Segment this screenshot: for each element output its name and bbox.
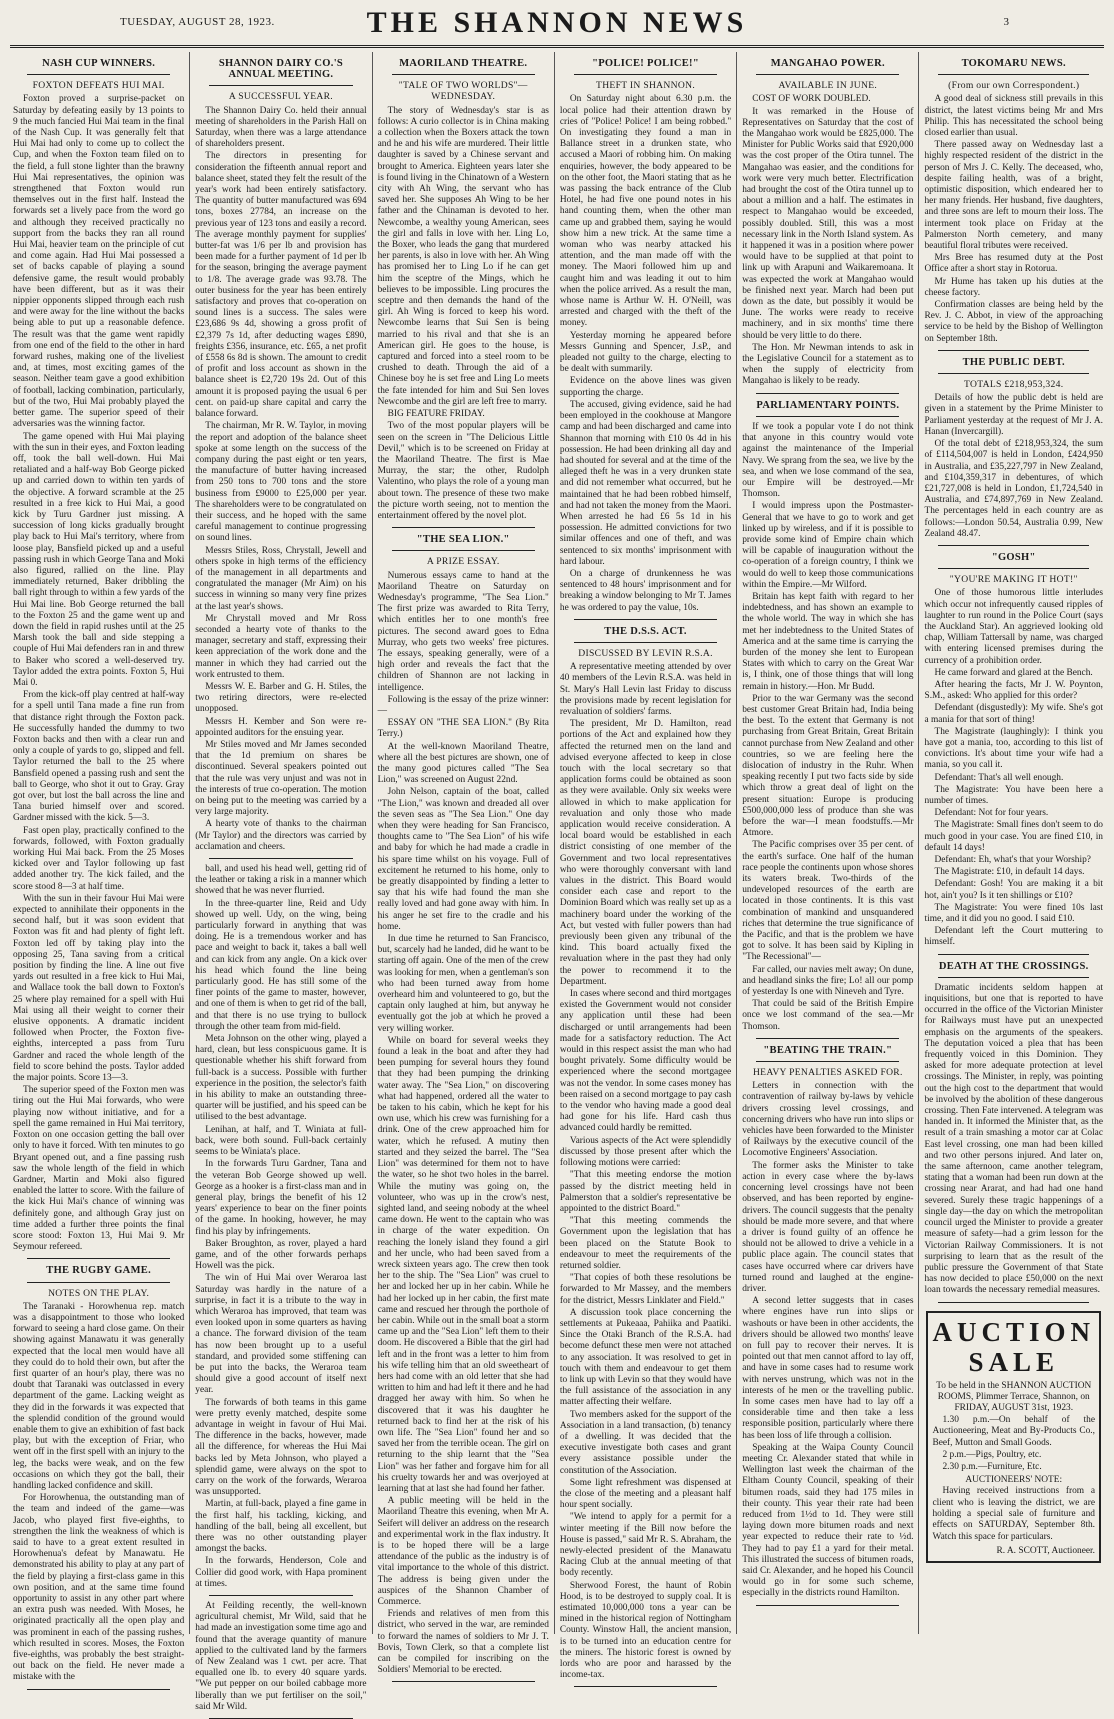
auction-body <box>932 1381 1095 1544</box>
article-heading: THE D.S.S. ACT. <box>604 625 687 637</box>
article-heading: PARLIAMENTARY POINTS. <box>756 399 900 411</box>
article-paragraph: Foxton proved a surprise-packet on Saturday by defeating easily by 13 points to 9 the much fancied Hui Mai team in the final of the Nash Cup. It was generally felt that Hui Mai had only to come up to collect the Cup, and when the Foxton team filed on to the field, a full stone lighter than the brawny Hui Mai representatives, the opinion was strengthened that Foxton would run themselves out in the first half. Instead the forwards set a lively pace from the word go and although they received practically no support from the backs they ran all round Hui Mai, heavier team on the principle of cut and come again. Had Hui Mai possessed a set of backs capable of playing a sound defensive game, the result would probably have been different, but as it was their nippier opponents slipped through each rush and were away for the line without the backs being able to put up a reasonable defence. The result was that the game went rapidly from one end of the field to the other in hard forward rushes, making one of the liveliest and, at times, most exciting games of the season. Neither team gave a good exhibition of football, lacking combination, particularly, but of the two, Hui Mai probably played the better game. The superior speed of their adversaries was the winning factor. <box>13 94 185 430</box>
article-paragraph: Confirmation classes are being held by the Rev. J. C. Abbot, in view of the approaching service to be held by the Bishop of Wellington on September 18th. <box>924 300 1103 344</box>
article-paragraph: Baker Broughton, as rover, played a hard game, and of the other forwards perhaps Howell was the pick. <box>195 1238 367 1272</box>
article-heading: SHANNON DAIRY CO.'S ANNUAL MEETING. <box>218 58 344 81</box>
heading-rule <box>574 642 717 643</box>
article-paragraph: Speaking at the Waipa County Council meeting Cr. Alexander stated that while in Wellington last week the chairman of the Eltham County Council, speaking of their bitumen roads, said they had 175 miles in their county. This year their rate had been reduced from 1½d to 1d. They were still laying down more bitumen roads and next year expected to reduce their rate to ½d. They had to pay £1 a yard for their metal. This illustrated the success of bitumen roads, said Cr. Alexander, and he hoped his Council would go in for some such scheme, especially in the districts round Hamilton. <box>742 1442 914 1599</box>
article-paragraph: The president, Mr D. Hamilton, read portions of the Act and explained how they affected the returned men on the land and advised everyone affected to keep in close touch with the local secretary so that application forms could be obtained as soon as they were available. Only six weeks were allowed in which to make application for revaluation and only those who made application would receive consideration. A local board would be established in each district consisting of one member of the Government and two local representatives who were thoroughly conversant with land values in the district. This Board would consider each case and report to the Dominion Board which was really set up as a machinery board under the working of the Act, but vested with fuller powers than had previously been given any tribunal of the kind. This board actually fixed the revaluation where in the past they had only the power to recommend it to the Department. <box>559 719 732 987</box>
article-paragraph: The accused, giving evidence, said he had been employed in the cookhouse at Mangore camp and had been discharged and came into Shannon that morning with £10 0s 4d in his possession. He had been drinking all day and had shouted for several and at the time of the alleged theft he was in a very drunken state and did not remember what occurred, but he maintained that he had been robbed himself, and had not taken the money from the Maori. When arrested he had £6 5s 1d in his possession. He admitted convictions for two similar offences and one of theft, and was sentenced to six months' imprisonment with hard labour. <box>559 399 732 567</box>
article-paragraph: The superior speed of the Foxton men was tiring out the Hui Mai forwards, who were playing now without initiative, and for a spell the game remained in Hui Mai territory, Foxton on one occasion getting the ball over only to have it forced. With ten minutes to go Bryant opened out, and a fine passing rush saw the whole length of the field in which Gardner, Martin and Moki also figured enabled the latter to score. With the failure of the kick Hui Mai's chance of winning was definitely gone, and although Gray just on time added a further three points the final score stood: Foxton 13, Hui Mai 9. Mr Seymour refereed. <box>13 1085 185 1253</box>
article-paragraph: Sherwood Forest, the haunt of Robin Hood, is to be destroyed to supply coal. It is estimated 10,000,000 tons a year can be mined in the historical region of Nottingham County. Winstow Hall, the ancient mansion, is to be turned into an education centre for the miners. The historic forest is owned by lords who are poor and harassed by the income-tax. <box>559 1580 732 1681</box>
article-subheading: "YOU'RE MAKING IT HOT!" <box>949 574 1078 586</box>
heading-rule <box>27 74 170 75</box>
article-paragraph: While on board for several weeks they found a leak in the boat and after they had been pumping for several hours they found that they had been pumping the drinking water away. The "Sea Lion," on discovering what had happened, ordered all the water to be taken to his cabin, which he kept for his own use, which his crew was furnishing for a drink. One of the crew approached him for water, which he refused. A mutiny then started and they seized the barrel. The "Sea Lion" was determined for them not to have the water, so he shot two holes in the barrel. While the mutiny was going on, the volunteer, who was up in the crow's nest, sighted land, and seeing nobody at the wheel came down. He went to the captain who was in charge of the water expedition. On reaching the lonely island they found a girl and her uncle, who had been saved from a wreck sixteen years ago. The crew then took her to the ship. The "Sea Lion" was cruel to her and locked her up in her cabin. While he had her locked up in her cabin, the first mate came and rescued her through the porthole of her cabin. While out in the small boat a storm came up and the "Sea Lion" left them to their doom. He discovered a Bible that the girl had left and in the front was a letter to him from his wife telling him that an old sweetheart of hers had come with an old letter that she had written to him and had left it there and he had dragged her away with him. So when he discovered that it was his daughter he returned back to find her at the risk of his own life. The "Sea Lion" found her and so saved her from the terrible ocean. The girl on returning to the ship learnt that the "Sea Lion" was her father and forgave him for all his cruelty towards her and was overjoyed at learning that at last she had found her father. <box>377 1035 549 1494</box>
article-paragraph: In due time he returned to San Francisco, but, scarcely had he landed, did he want to be starting off again. One of the men of the crew was looking for men, when a gentleman's son who had been turned away from home overheard him and volunteered to go, but the captain only laughed at him, but anyway he eventually got the job at which he proved a very willing worker. <box>377 934 549 1034</box>
article-heading: THE PUBLIC DEBT. <box>962 356 1065 368</box>
heading-rule <box>209 85 352 86</box>
article-paragraph: Mr Chrystall moved and Mr Ross seconded a hearty vote of thanks to the manager, secretary and staff, expressing their keen appreciation of the work done and the manner in which they had carried out the work entrusted to them. <box>195 613 367 680</box>
article-paragraph: Letters in connection with the contravention of railway by-laws by vehicle drivers crossing level crossings, and concerning drivers who have run into slips or vehicles have been forwarded to the Minister of Railways by the executive council of the Locomotive Engineers' Association. <box>742 1081 914 1159</box>
column-4 <box>555 52 737 1681</box>
article-paragraph: ball, and used his head well, getting rid of the leather or taking a risk in a manner which showed that he was never flurried. <box>195 864 367 897</box>
article-paragraph: After hearing the facts, Mr J. W. Poynton, S.M., asked: Who applied for this order? <box>924 679 1103 702</box>
article-paragraph: Defendant: Not for four years. <box>934 808 1049 819</box>
article-paragraph: On a charge of drunkenness he was sentenced to 48 hours' imprisonment and for breaking a window belonging to Mr T. James he was ordered to pay the value, 10s. <box>559 568 732 613</box>
article-divider <box>209 1595 352 1596</box>
article-paragraph: "That copies of both these resolutions be forwarded to Mr Massey, and the members for the district, Messrs Linklater and Field." <box>559 1273 732 1306</box>
article-paragraph: Mr Hume has taken up his duties at the cheese factory. <box>924 276 1103 298</box>
article-paragraph: A second letter suggests that in cases where engines have run into slips or washouts or have been in other accidents, the drivers should be allowed two months' leave on full pay to recover their nerves. It is pointed out that men cannot afford to lay off, and have in some cases had to resume work with nerves unstrung, which was not in the interests of he men or the travelling public. In some cases men have had to lay off a considerable time and then take a less responsible position, particularly where there has been loss of life through a collision. <box>742 1296 914 1441</box>
article-paragraph: Two of the most popular players will be seen on the screen in "The Delicious Little Devil," which is to be screened on Friday at the Maoriland Theatre. The first is Mae Murray, the star; the other, Rudolph Valentino, who plays the role of a young man about town. The presence of these two make the picture worth seeing, not to mention the entertainment offered by the novel plot. <box>377 421 549 521</box>
article-paragraph: Defendant: Eh, what's that your Worship? <box>934 855 1091 865</box>
article-subheading: TOTALS £218,953,324. <box>964 379 1064 391</box>
article-divider <box>574 619 717 620</box>
article-paragraph: A good deal of sickness still prevails in this district, the latest victims being Mr and Mrs Philip. This has necessitated the school being closed earlier than usual. <box>924 94 1103 139</box>
article-paragraph: The chairman, Mr R. W. Taylor, in moving the report and adoption of the balance sheet spoke at some length on the success of the company during the past eight or ten years, the manufacture of butter having increased from 250 tons to 700 tons and the store business from £9000 to £25,000 per year. The shareholders were to be congratulated on their success, and he hoped with the same careful management to continue progressing on sound lines. <box>195 421 367 544</box>
article-subheading: HEAVY PENALTIES ASKED FOR. <box>752 1067 903 1079</box>
article-heading: THE RUGBY GAME. <box>46 1265 152 1277</box>
article-paragraph: Friends and relatives of men from this district, who served in the war, are reminded to forward the names of soldiers to Mr J. T. Bovis, Town Clerk, so that a complete list can be compiled for inscribing on the Soldiers' Memorial to be erected. <box>377 1609 549 1676</box>
article-paragraph: At the well-known Maoriland Theatre, where all the best pictures are shown, one of the many good pictures called "The Sea Lion," was screened on August 22nd. <box>377 741 549 786</box>
article-subheading: THEFT IN SHANNON. <box>596 80 696 92</box>
article-paragraph: COST OF WORK DOUBLED. <box>752 94 871 105</box>
newspaper-title: THE SHANNON NEWS <box>366 6 748 39</box>
article-paragraph: Details of how the public debt is held are given in a statement by the Prime Minister to Parliament yesterday at the request of Mr J. A. Hanan (Invercargill). <box>924 393 1103 437</box>
article-paragraph: On Saturday night about 6.30 p.m. the local police had their attention drawn by cries of "Police! Police! I am being robbed." On investigating they found a man in Ballance street in a drunken state, who accused a Maori of robbing him. On making enquiries, however, the body appeared to be on the other foot, the Maori stating that as he was passing the back entrance of the Club Hotel, he had five one pound notes in his hand counting them, when the other man came up and grabbed them, saying he would show him a new trick. At the same time a woman who was nearby attacked his attention, and the man made off with the money. The Maori followed him up and caught him and was leading it out to him when the police arrived. As a result the man, whose name is Arthur W. H. O'Neill, was arrested and charged with the theft of the money. <box>559 94 732 329</box>
article-paragraph: Mrs Bree has resumed duty at the Post Office after a short stay in Rotorua. <box>924 253 1103 275</box>
masthead <box>10 4 1104 48</box>
article-paragraph: BIG FEATURE FRIDAY. <box>387 409 485 420</box>
article-heading: "BEATING THE TRAIN." <box>763 1044 893 1056</box>
article-heading: MAORILAND THEATRE. <box>399 58 528 69</box>
article-paragraph: Defendant (disgustedly): My wife. She's got a mania for that sort of thing! <box>924 703 1103 725</box>
article-divider <box>756 1038 899 1039</box>
article-paragraph: The Magistrate: You have been here a number of times. <box>924 784 1103 806</box>
article-subheading: "TALE OF TWO WORLDS"— WEDNESDAY. <box>398 80 528 103</box>
article-subheading: DISCUSSED BY LEVIN R.S.A. <box>578 647 713 659</box>
article-divider <box>392 527 535 528</box>
article-heading: TOKOMARU NEWS. <box>961 58 1066 69</box>
auction-item: 1.30 p.m.—On behalf of the Auctioneering, Meat and By-Products Co., Beef, Mutton and Small Goods. <box>932 1414 1095 1448</box>
article-paragraph: From the kick-off play centred at half-way for a spell until Tana made a fine run from that distance right through the Foxton pack. He successfully handed the dummy to two Foxton backs and then with a clear run and only a couple of yards to go, slipped and fell. Taylor returned the ball to the 25 where Bansfield opened a passing rush and sent the ball to George, who shot it out to Gray. Gray got over, but lost the ball across the line and Tana buried himself over and scored. Gardner missed with the kick. 5—3. <box>13 690 185 824</box>
article-paragraph: There passed away on Wednesday last a highly respected resident of the district in the person of Mrs J. C. Kelly. The deceased, who, despite failing health, was of a bright, optimistic disposition, which endeared her to her many friends. Her husband, five daughters, and three sons are left to mourn their loss. The interment took place on Friday at the Palmerston North cemetery, and many beautiful floral tributes were received. <box>924 140 1103 252</box>
issue-date: TUESDAY, AUGUST 28, 1923. <box>120 16 275 28</box>
article-subheading: FOXTON DEFEATS HUI MAI. <box>32 80 165 92</box>
auction-advertisement <box>926 1311 1101 1564</box>
article-paragraph: At Feilding recently, the well-known agricultural chemist, Mr Wild, said that he had made an investigation some time ago and found that the average quantity of manure applied to the cultivated land by the farmers of New Zealand was 1 cwt. per acre. That equalled one lb. to every 40 square yards. "We put pepper on our boiled cabbage more liberally than we put fertiliser on the soil," said Mr Wild. <box>195 1601 367 1712</box>
heading-rule <box>938 568 1089 569</box>
article-paragraph: For Horowhenua, the outstanding man of the team and indeed of the game—was Jacob, who played first five-eighths, to strengthen the link the weakness of which is said to have to a great extent resulted in Horowhenua's defeat by Manawatu. He demonstrated his ability to play at any part of the field by playing a first-class game in this own position, and at the same time found opportunity to assist in any other part where an extra push was needed. With Moses, he originated practically all the open play and was prominent in each of the passing rushes, which resulted in scores. Moses, the Foxton five-eighths, was probably the best straight-out back on the field. He never made a mistake with the <box>13 1493 185 1683</box>
article-paragraph: The former asks the Minister to take action in every case where the by-laws concerning level crossings have not been observed, and has been reported by engine-drivers. The council suggests that the penalty should be made more severe, and that where a driver is found guilty of an offence he should not be allowed to drive a vehicle in a public place again. The council states that cases have occurred where car drivers have turned round and laughed at the engine-driver. <box>742 1160 914 1294</box>
article-paragraph: Various aspects of the Act were splendidly discussed by those present after which the following motions were carried: <box>559 1135 732 1169</box>
article-paragraph: The story of Wednesday's star is as follows: A curio collector is in China making a collection when the Boxers attack the town and he and his wife are murdered. Their little daughter is saved by a Chinese servant and brought to America. Eighteen years later she is found living in the Chinatown of a Western city with Ah Wing, the servant who has saved her. She supposes Ah Wing to be her father and the Chinaman is devoted to her. Newcombe, a wealthy young American, sees the girl and falls in love with her. Ling Lo, the Boxer, who leads the gang that murdered her parents, is also in love with her. Ah Wing has promised her to Ling Lo if he can get him the sceptre of the Mings, which he believes to be impossible. Ling procures the sceptre and then demands the hand of the girl. Ah Wing is forced to keep his word. Newcombe learns that Sui Sen is being married to his rival and that she is an American girl. He goes to the house, is captured and forced into a steel room to be crushed to death. Through the aid of a Chinese boy he is set free and Ling Lo meets the fate intended for him and Sui Sen loves Newcombe and the girl are left free to marry. <box>377 105 549 407</box>
article-heading: MANGAHAO POWER. <box>770 58 885 69</box>
article-divider <box>938 954 1089 955</box>
article-paragraph: Britain has kept faith with regard to her indebtedness, and has shown an example to the whole world. The way in which she has met her indebtedness to the United States of America and at the same time is carrying the burden of the money she lent to European States with which to carry on the Great War is, I think, one of those things that will long remain in history.—Hon. Mr Budd. <box>742 591 914 692</box>
article-paragraph: A discussion took place concerning the settlements at Pukeaaa, Pahiika and Paatiki. Since the Otaki Branch of the R.S.A. had become defunct these men were not attached to any association. It was resolved to get in touch with them and endeavour to get them to link up with Levin so that they would have the full assistance of the association in any matter affecting their welfare. <box>559 1307 732 1408</box>
article-paragraph: The Magistrate (laughingly): I think you have got a mania, too, according to this list of convictions. It's about time your wife had a mania, so you call it. <box>924 726 1103 771</box>
article-paragraph: Some light refreshment was dispensed at the close of the meeting and a pleasant half hour spent socially. <box>559 1477 732 1511</box>
article-paragraph: The Shannon Dairy Co. held their annual meeting of shareholders in the Parish Hall on Saturday, when there was a large attendance of shareholders present. <box>195 105 367 150</box>
article-subheading: A SUCCESSFUL YEAR. <box>228 91 333 103</box>
article-paragraph: The Magistrate: £10, in default 14 days. <box>934 867 1085 878</box>
auction-item: 2 p.m.—Pigs, Poultry, etc. <box>942 1449 1042 1460</box>
article-paragraph: The forwards of both teams in this game were pretty evenly matched, despite some advantage in weight in favour of Hui Mai. The difference in the backs, however, made all the difference, for whereas the Hui Mai backs led by Meta Johnson, who played a splendid game, were always on the spot to carry on the work of the forwards, Weraroa was unsupported. <box>195 1397 367 1498</box>
column-5 <box>737 52 919 1634</box>
article-paragraph: ESSAY ON "THE SEA LION." (By Rita Terry.) <box>377 718 549 740</box>
heading-rule <box>938 74 1089 75</box>
article-paragraph: I would impress upon the Postmaster-General that we have to go to work and get linked up by wireless, and if it is possible to provide some kind of Empire chain which will be capable of inauguration without the co-operation of a foreign country, I think we would do well to keep those communications within the Empire.—Mr Wilford. <box>742 501 914 590</box>
article-paragraph: The win of Hui Mai over Weraroa last Saturday was hardly in the nature of a surprise, in fact it is a tribute to the way in which Weraroa has improved, that team was even looked upon in some quarters as having a chance. The forward division of the team has now been brought up to a useful standard, and provided some stiffening can be put into the backs, the Weraroa team should give a good account of itself next year. <box>195 1273 367 1396</box>
article-paragraph: "That this meeting endorse the motion passed by the district meeting held in Palmerston that a soldier's representative be appointed to the district Board." <box>559 1170 732 1214</box>
heading-rule <box>756 1061 899 1062</box>
article-divider <box>27 1258 170 1259</box>
article-paragraph: Prior to the war Germany was the second best customer Great Britain had, India being the best. To the extent that Germany is not purchasing from Great Britain, Great Britain cannot purchase from New Zealand and other countries, so we are feeling here the dislocation of industry in the Ruhr. When speaking recently I put two facts side by side which throw a great deal of light on the present situation: Europe is producing £500,000,000 less of produce than she was before the war—I mean foodstuffs.—Mr Atmore. <box>742 693 914 839</box>
article-paragraph: The directors in presenting for consideration the fifteenth annual report and balance sheet, stated they felt the result of the year's work had been entirely satisfactory. The quantity of butter manufactured was 694 tons, boxes 27784, an increase on the previous year of 123 tons and easily a record. The average monthly payment for supplies' butter-fat was 1/6 per lb and provision has been made for a further payment of 1d per lb for the season, bringing the average payment to 1/8. The average grade was 93.78. The outer business for the year has been entirely satisfactory and proves that co-operation on sound lines is a success. The sales were £23,686 9s 4d, showing a gross profit of £2,379 7s 1d, after deducting wages £890, freights £356, insurance, etc. £65, a net profit of £558 6s 8d is shown. The amount to credit of profit and loss account as shown in the balance sheet is £2,720 19s 2d. Out of this amount it is proposed paying the usual 6 per cent. on paid-up share capital and carry the balance forward. <box>195 151 367 420</box>
article-paragraph: Messrs Stiles, Ross, Chrystall, Jewell and others spoke in high terms of the efficiency of the management in all departments and congratulated the manager (Mr Aim) on his success in winning so many very fine prizes at the last year's shows. <box>195 545 367 612</box>
article-subheading: (From our own Correspondent.) <box>948 80 1080 92</box>
article-divider <box>756 393 899 394</box>
article-heading: "THE SEA LION." <box>416 534 510 546</box>
article-paragraph: In the forwards, Henderson, Cole and Collier did good work, with Hapa prominent at times. <box>195 1556 367 1589</box>
column-3 <box>373 52 555 1676</box>
article-paragraph: Far called, our navies melt away; On dune, and headland sinks the fire; Lo! all our pomp of yesterday Is one with Nineveh and Tyre. <box>742 964 914 998</box>
article-paragraph: Evidence on the above lines was given supporting the charge. <box>559 376 732 398</box>
article-paragraph: "We intend to apply for a permit for a winter meeting if the Bill now before the House is passed," said Mr R. S. Abraham, the newly-elected president of the Manawatu Racing Club at the annual meeting of that body recently. <box>559 1512 732 1579</box>
article-heading: "POLICE! POLICE!" <box>592 58 699 69</box>
article-paragraph: That could be said of the British Empire once we lost command of the sea.—Mr Thomson. <box>742 999 914 1032</box>
article-paragraph: Dramatic incidents seldom happen at inquisitions, but one that is reported to have occurred in the office of the Victorian Minister for Railways must have put an unexpected emphasis on the arguments of the speakers. The deputation voiced a plea that has been frequently voiced in this Dominion. They asked for more adequate protection at level crossings. The Minister, in reply, was pointing out the high cost to the department that would be involved by the abolition of these dangerous crossing. Then Fate intervened. A telegram was handed in. It informed the Minister that, as the result of a train smashing a motor car at Colac East level crossing, one man had been killed and two other persons injured. And later on, the same afternoon, came another telegram, stating that a woman had been run down at the crossing near Ararat, and had had one hand severed. Surely these tragic happenings of a single day—the day on which the metropolitan council urged the Minister to provide a greater measure of safety—had a grim lesson for the Victorian Railway Commissioners. It is not surprising to learn that as the result of the public pressure the Government of that State has now decided to place £50,000 on the next loan towards the necessary remedial measures. <box>924 982 1103 1296</box>
article-paragraph: "That this meeting commends the Government upon the legislation that has been placed on the Statute Book to endeavour to meet the requirements of the returned soldier. <box>559 1216 732 1271</box>
auction-notes-heading: AUCTIONEERS' NOTE: <box>965 1474 1063 1485</box>
heading-rule <box>27 1282 170 1283</box>
article-paragraph: Messrs H. Kember and Son were re-appointed auditors for the ensuing year. <box>195 716 367 738</box>
auction-item: 2.30 p.m.—Furniture, Etc. <box>942 1462 1042 1473</box>
article-paragraph: Messrs W. E. Barber and G. H. Stiles, the two retiring directors, were re-elected unopposed. <box>195 681 367 715</box>
article-paragraph: Defendant left the Court muttering to himself. <box>924 926 1103 948</box>
article-paragraph: The Hon. Mr Newman intends to ask in the Legislative Council for a statement as to when the supply of electricity from Mangahao is likely to be ready. <box>742 342 914 387</box>
article-paragraph: Yesterday morning he appeared before Messrs Gunning and Spencer, J.sP., and pleaded not guilty to the charge, electing to be dealt with summarily. <box>559 330 732 375</box>
article-divider <box>938 350 1089 351</box>
article-paragraph: John Nelson, captain of the boat, called "The Lion," was known and dreaded all over the seven seas as "The Sea Lion." One day when they were heading for San Francisco, thoughts came to "The Sea Lion" of his wife and baby for which he had made a cradle in his spare time whilst on his voyage. Full of excitement he returned to his home, only to be greatly disappointed by finding a letter to say that his wife had found the man she really loved and had gone away with him. In his anger he set fire to the cradle and his home. <box>377 787 549 932</box>
auctioneer-signature: R. A. SCOTT, Auctioneer. <box>996 1546 1095 1557</box>
article-paragraph: The Magistrate: Small fines don't seem to do much good in your case. You are fined £10, in default 14 days! <box>924 820 1103 853</box>
auction-notes: Having received instructions from a client who is leaving the district, we are holding a special sale of furniture and effects on SATURDAY, September 8th. Watch this space for particulars. <box>932 1486 1095 1542</box>
article-heading: NASH CUP WINNERS. <box>42 58 156 69</box>
article-heading: DEATH AT THE CROSSINGS. <box>938 960 1089 972</box>
article-subheading: NOTES ON THE PLAY. <box>48 1287 150 1299</box>
article-paragraph: Lenihan, at half, and T. Winiata at full-back, were both sound. Full-back certainly seems to be Winiata's place. <box>195 1124 367 1158</box>
heading-rule <box>392 74 535 75</box>
article-paragraph: One of those humorous little interludes which occur not infrequently caused ripples of laughter to run round in the Police Court (says the Auckland Star). An aggrieved looking old chap, William Tattersall by name, was charged with entering licensed premises during the currency of a prohibition order. <box>924 588 1103 666</box>
article-divider <box>209 858 352 859</box>
article-divider <box>27 1689 170 1690</box>
article-subheading: AVAILABLE IN JUNE. <box>778 80 878 92</box>
article-paragraph: Numerous essays came to hand at the Maoriland Theatre on Saturday on Wednesday's programme, "The Sea Lion." The first prize was awarded to Rita Terry, which entitles her to one month's free pictures. The second award goes to Edna Murray, who gets two weeks' free pictures. The essays, speaking generally, were of a high order and reveals the fact that the children of Shannon are not lacking in intelligence. <box>377 570 549 693</box>
article-paragraph: Two members asked for the support of the Association in a land transaction, (b) tenancy of a dwelling. It was decided that the executive investigate both cases and grant every assistance possible under the constitution of the Association. <box>559 1409 732 1476</box>
article-paragraph: In cases where second and third mortgages existed the Government would not consider any application until these had been discharged or until arrangements had been made for a satisfactory reduction. The Act would in this respect assist the man who had bought privately. Some difficulty would be experienced where the second mortgagee was not the vendor. In some cases money has been raised on a second mortgage to pay cash to the vendor who having made a good deal had gone for his life. Hard cash thus advanced could hardly be remitted. <box>559 989 732 1134</box>
article-paragraph: With the sun in their favour Hui Mai were expected to annihilate their opponents in the second half, but it was soon evident that Foxton was fit and had plenty of fight left. Foxton led off by taking play into the opposing 25, Tana saving from a critical position by finding the line. A line out five yards out resulted in a free kick to Hui Mai, and Wallace took the ball down to Foxton's 25 where play remained for a spell with Hui Mai using all their weight to corner their elusive opponents. A dramatic incident followed when Procter, the Foxton five-eighths, intercepted a pass from Turu Gardner and raced the whole length of the field to score behind the posts. Taylor added the major points. Score 13—3. <box>13 893 185 1084</box>
article-paragraph: If we took a popular vote I do not think that anyone in this country would vote against the maintenance of the Imperial Navy. We sprang from the sea, we live by the sea, and when we lose command of the sea, our Empire will be destroyed.—Mr Thomson. <box>742 421 914 500</box>
article-divider <box>574 1686 717 1687</box>
article-divider <box>938 1302 1089 1303</box>
heading-rule <box>392 550 535 551</box>
article-paragraph: The Pacific comprises over 35 per cent. of the earth's surface. One half of the human race people the continents upon whose shores its waters break. Two-thirds of the undeveloped resources of the earth are located in those continents. It is this vast combination of mankind and unsquandered riches that determine the true significance of the Pacific, and that is the problem we have got to solve. It has been said by Kipling in "The Recessional"— <box>742 840 914 963</box>
article-divider <box>756 1605 899 1606</box>
heading-rule <box>574 74 717 75</box>
article-paragraph: A public meeting will be held in the Maoriland Theatre this evening, when Mr A. Seifert will deliver an address on the research and experimental work in the flax industry. It is to be hoped there will be a large attendance of the public as the industry is of vital importance to the whole of this district. The address is being given under the auspices of the Shannon Chamber of Commerce. <box>377 1496 549 1608</box>
article-paragraph: A representative meeting attended by over 40 members of the Levin R.S.A. was held in St. Mary's Hall Levin last Friday to discuss the provisions made by recent legislation for revaluation of soldiers' farms. <box>559 662 732 717</box>
article-paragraph: A hearty vote of thanks to the chairman (Mr Taylor) and the directors was carried by acclamation and cheers. <box>195 819 367 852</box>
heading-rule <box>938 977 1089 978</box>
article-paragraph: He came forward and glared at the Bench. <box>934 667 1093 678</box>
heading-rule <box>938 373 1089 374</box>
column-2 <box>190 52 372 1712</box>
article-subheading: A PRIZE ESSAY. <box>426 556 500 568</box>
article-divider <box>938 545 1089 546</box>
heading-rule <box>756 416 899 417</box>
heading-rule <box>756 74 899 75</box>
article-heading: "GOSH" <box>991 551 1036 563</box>
column-1 <box>8 52 190 1683</box>
article-paragraph: The game opened with Hui Mai playing with the sun in their eyes, and Foxton leading off, took the ball well-down. Hui Mai retaliated and a half-way Bob George picked up and carried down to within ten yards of the objective. A forward scramble at the 25 resulted in a free kick to Hui Mai, a good kick by Turu Gardner just missing. A succession of long kicks gradually brought play back to Hui Mai's territory, where from loose play, Bansfield picked up and a useful passing rush in which George Tana and Moki also figured, rallied on the line. Play immediately returned, Baker dribbling the ball right through to within a few yards of the Hui Mai line. Bob George returned the ball to the Foxton 25 and the game went up and down the field in rapid rushes until at the 25 Marsh took the ball and side stepping a couple of Hui Mai defenders ran in and threw to Baker who scored a well-deserved try. Taylor added the extra points. Foxton 5, Hui Mai 0. <box>13 431 185 688</box>
article-paragraph: The Magistrate: You were fined 10s last time, and it did you no good. I said £10. <box>924 902 1103 925</box>
article-paragraph: Defendant: Gosh! You are making it a bit hot, ain't you? Is it ten shillings or £10? <box>924 879 1103 901</box>
article-paragraph: The Taranaki - Horowhenua rep. match was a disappointment to those who looked forward to seeing a hard close game. On their showing against Manawatu it was generally expected that the local men would have all they could do to hold their own, but after the first quarter of an hour's play, there was no doubt that Taranaki was outclassed in every department of the game. Lacking weight as they did in the forwards it was expected that the splendid condition of the ground would enable them to give an exhibition of fast back play, but with the exception of Friar, who went off in the first spell with an injury to the leg, the backs were weak, and on the few occasions on which they got the ball, their handling lacked confidence and skill. <box>13 1301 185 1491</box>
article-paragraph: Fast open play, practically confined to the forwards, followed, with Foxton gradually working Hui Mai back. From the 25 Moses kicked over and Taylor following up fast added another try. The kick failed, and the score stood 8—3 at half time. <box>13 825 185 892</box>
columns-container <box>8 52 1108 1712</box>
article-paragraph: In the forwards Turu Gardner, Tana and the veteran Bob George showed up well. George as a hooker is a first-class man and in general play, brings the benefit of his 12 years' experience to bear on the finer points of the game. In hooking, however, he may find his play by infringements. <box>195 1159 367 1237</box>
article-paragraph: Following is the essay of the prize winner:— <box>377 694 549 716</box>
article-paragraph: Martin, at full-back, played a fine game in the first half, his tackling, kicking, and handling of the ball, being all excellent, but there was no other outstanding player amongst the backs. <box>195 1499 367 1555</box>
article-paragraph: Of the total debt of £218,953,324, the sum of £114,504,007 is held in London, £424,950 in Australia, and £35,227,797 in New Zealand, and £104,359,317 in debentures, of which £21,727,008 is held in London, £1,724,540 in Australia, and £74,897,769 in New Zealand. The percentages held in each country are as follows:—London 50.54, Australia 0.99, New Zealand 48.47. <box>924 439 1103 539</box>
article-paragraph: In the three-quarter line, Reid and Udy showed up well. Udy, on the wing, being particularly forward in anything that was doing. He is a tremendous worker and has pace and weight to back it, takes a ball well and can kick from any angle. On a kick over his head which found the line being particularly good. He has still some of the finer points of the game to master, however, and one of them is when to get rid of the ball, and that there is no use trying to bullock through the other team from mid-field. <box>195 898 367 1032</box>
auction-intro: To be held in the SHANNON AUCTION ROOMS, Plimmer Terrace, Shannon, on FRIDAY, AUGUST 31st, 1923. <box>936 1380 1092 1414</box>
article-paragraph: Mr Stiles moved and Mr James seconded that the 1d premium on shares be discontinued. Several speakers pointed out that the rule was very unjust and was not in the interests of true co-operation. The motion on being put to the meeting was carried by a very large majority. <box>195 739 367 818</box>
article-paragraph: Defendant: That's all well enough. <box>934 772 1064 783</box>
article-paragraph: It was remarked in the House of Representatives on Saturday that the cost of the Mangahao work would be £825,000. The Minister for Public Works said that £920,000 was the cost proper of the Otira tunnel. The Mangahao was easier, and the conditions for work were very much better. Electrification had brought the cost of the Otira tunnel up to about a million and a half. The estimates in respect to Mangahao would be exceeded, possibly doubled. Still, this was a most necessary link in the North Island system. As it happened it was in a position where power would have to be supplied at that point to link up with Arapuni and Waikaremoana. It was expected the work at Mangahao would be finished next year. March had been put down as the date, but possibly it would be June. The works were ready to receive machinery, and in six months' time there should be very little to do there. <box>742 106 914 341</box>
auction-title: AUCTION SALE <box>932 1316 1095 1377</box>
article-paragraph: Meta Johnson on the other wing, played a hard, clean, but less conspicuous game. It is questionable whether his shift forward from full-back is a success. Possible with further experience in the position, the selector's faith in his ability to make an outstanding three-quarter will be justified, and his speed can be utilised to the best advantage. <box>195 1034 367 1123</box>
page-number: 3 <box>1003 16 1009 28</box>
article-divider <box>392 1681 535 1682</box>
column-6 <box>919 52 1108 1634</box>
